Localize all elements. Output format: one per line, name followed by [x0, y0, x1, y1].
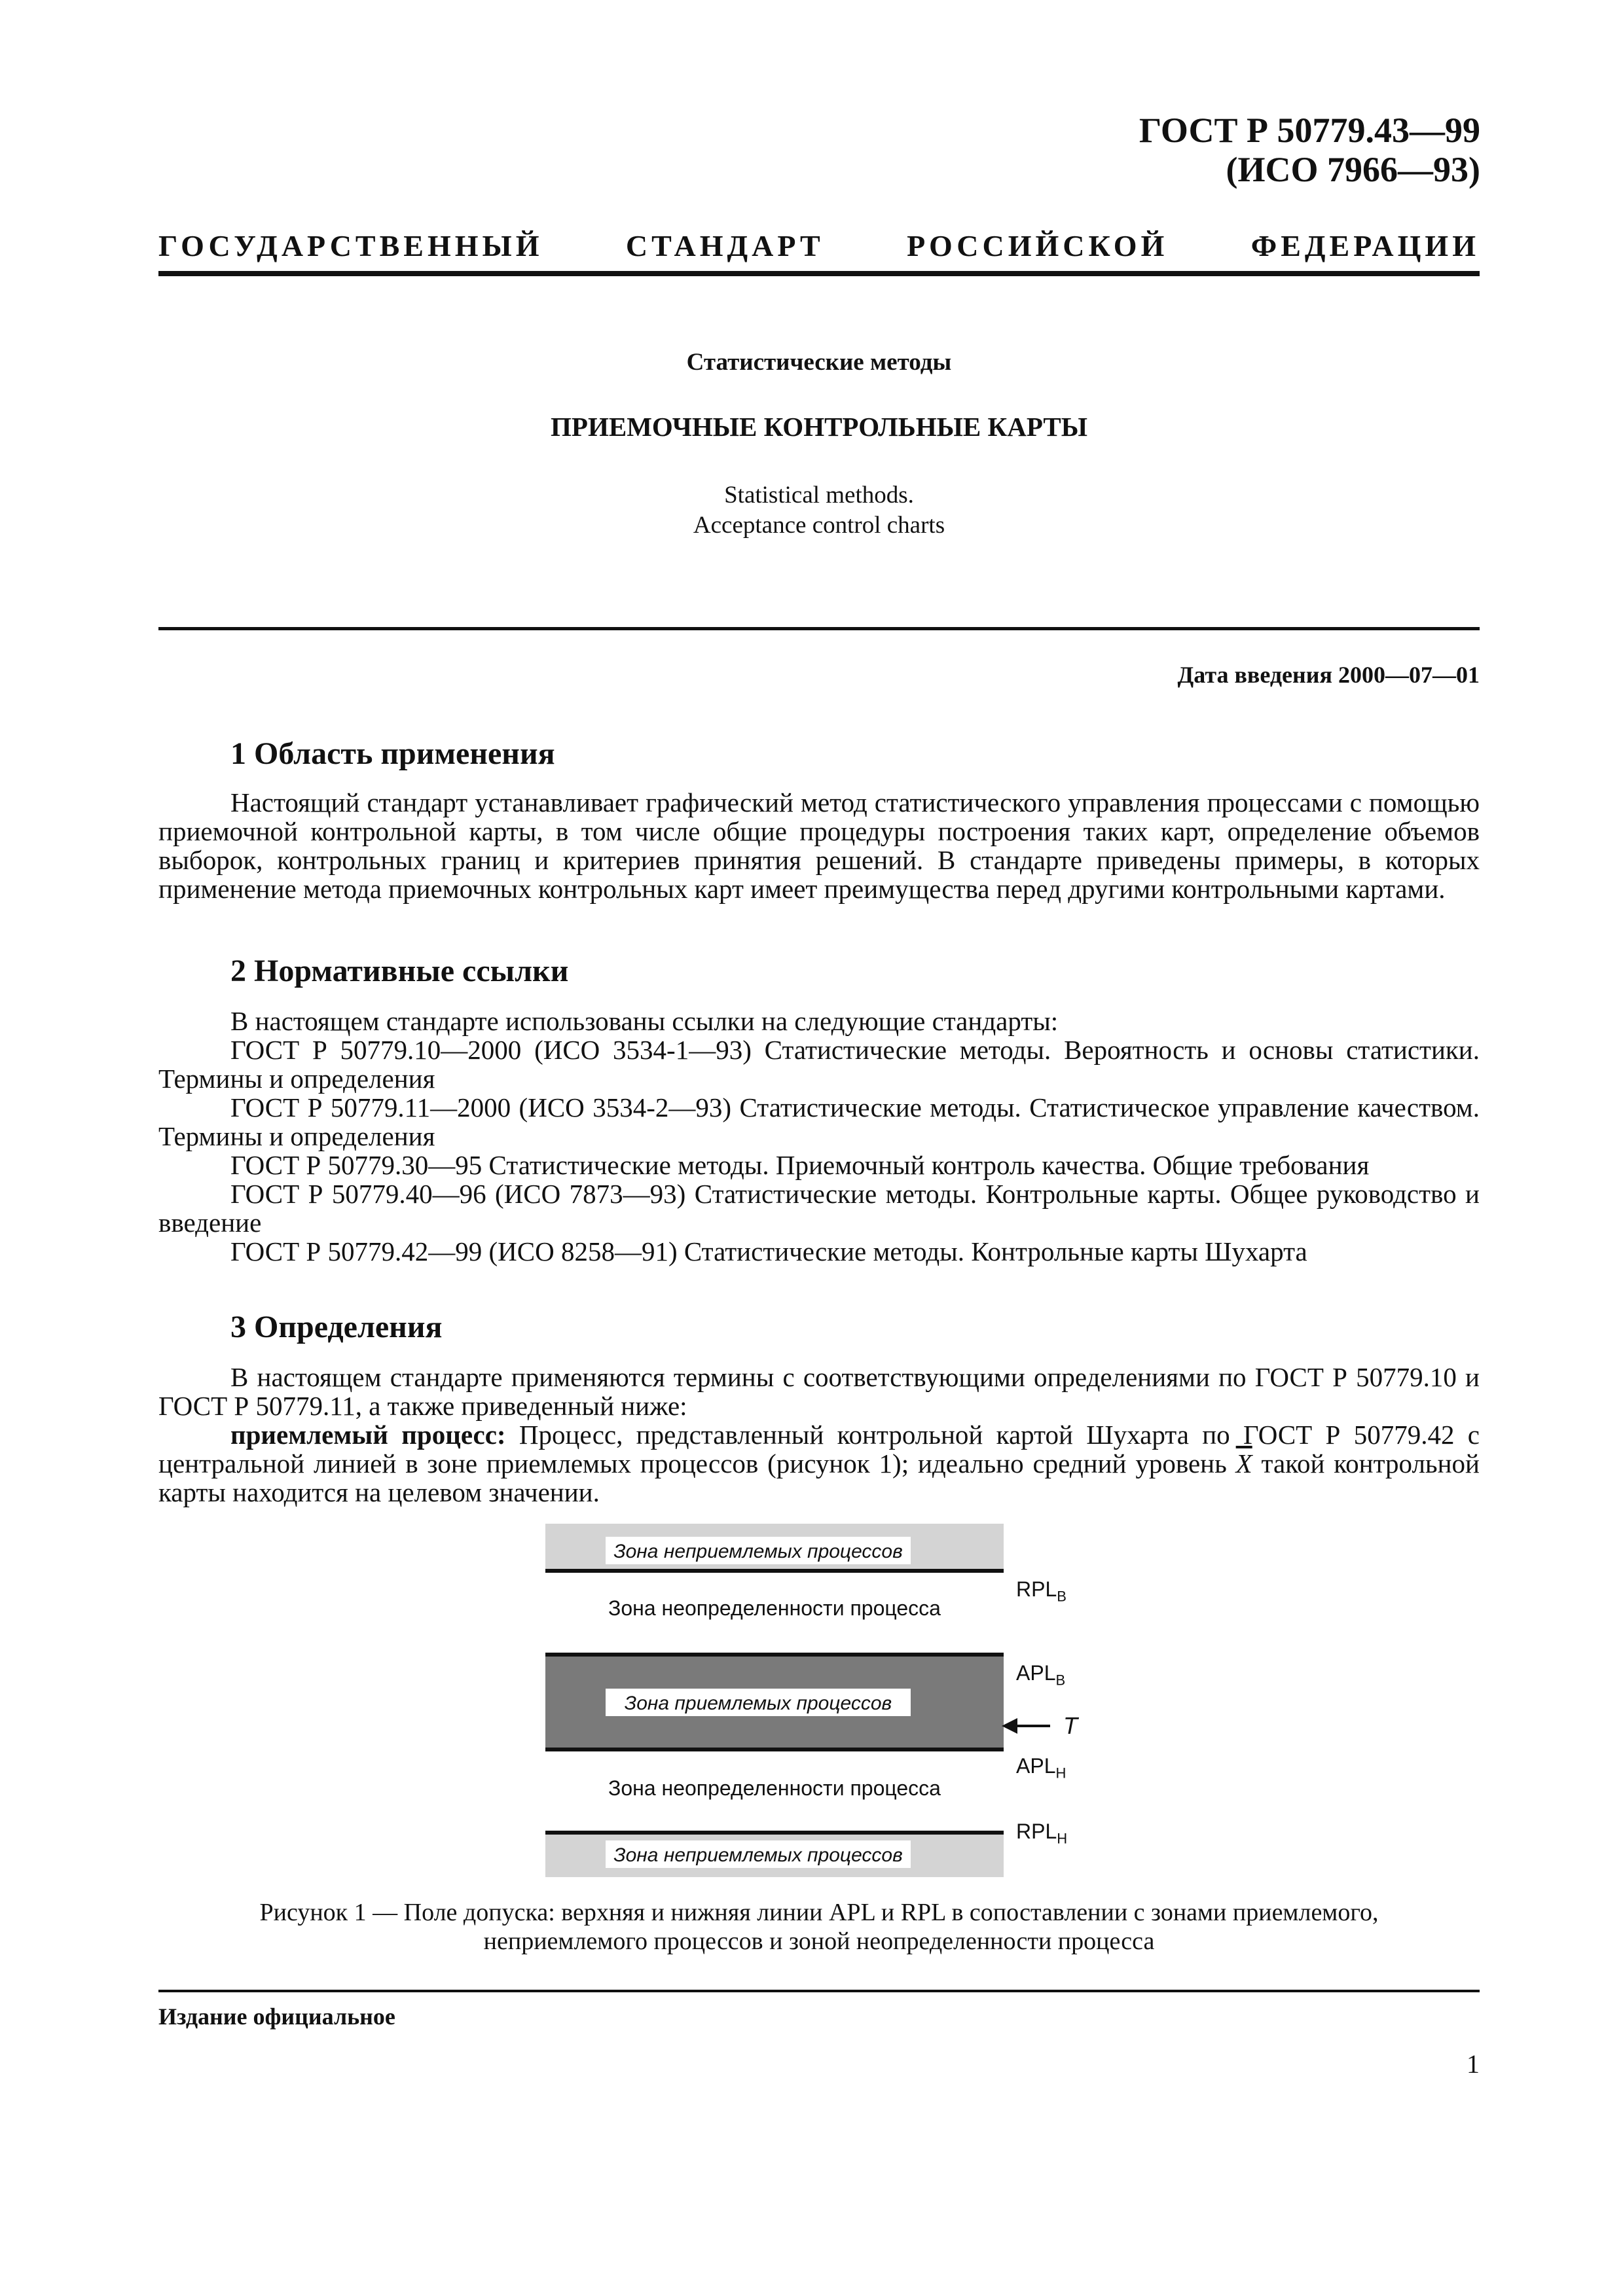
- edition-note: Издание официальное: [158, 2003, 395, 2030]
- title-rule: [158, 627, 1480, 630]
- reference-item: ГОСТ Р 50779.42—99 (ИСО 8258—91) Статистические методы. Контрольные карты Шухарта: [230, 1236, 1307, 1266]
- series-title: Статистические методы: [686, 349, 952, 376]
- zone-unacceptable-top-label: Зона неприемлемых процессов: [613, 1541, 903, 1562]
- banner-title: ГОСУДАРСТВЕННЫЙ СТАНДАРТ РОССИЙСКОЙ ФЕДЕРАЦИИ: [158, 229, 1480, 262]
- rpl-lower-label: $RPL_Н$: [1016, 1820, 1068, 1847]
- reference-item: ГОСТ Р 50779.30—95 Статистические методы. Приемочный контроль качества. Общие требования: [230, 1150, 1370, 1180]
- figure-caption-line1: Рисунок 1 — Поле допуска: верхняя и нижняя линии APL и RPL в сопоставлении с зонами приемлемого,: [259, 1899, 1379, 1926]
- figure-caption-line2: неприемлемого процессов и зоной неопределенности процесса: [483, 1928, 1155, 1955]
- english-title-line1: Statistical methods.: [724, 482, 914, 509]
- figure-caption: [158, 1898, 1480, 1956]
- reference-item: ГОСТ Р 50779.40—96 (ИСО 7873—93) Статистические методы. Контрольные карты. Общее руководство и введение: [158, 1179, 1480, 1238]
- top-rule: [158, 271, 1480, 276]
- footer-rule: [158, 1990, 1480, 1992]
- section-3-body: [158, 1363, 1480, 1507]
- target-marker: [1002, 1712, 1078, 1740]
- page-number: 1: [1467, 2049, 1480, 2079]
- x-bar-symbol: $\overline{X}$: [1235, 1448, 1252, 1479]
- apl-lower-label: $APL_Н$: [1016, 1754, 1067, 1782]
- arrow-left-icon: [1002, 1716, 1054, 1736]
- defined-term: приемлемый процесс:: [230, 1420, 506, 1450]
- section-1-paragraph: Настоящий стандарт устанавливает графический метод статистического управления процессами с помощью приемочной контрольной карты, в том числе общие процедуры построения таких карт, определение объемов выборок, контрольных границ и критериев принятия решений. В стандарте приведены примеры, в которых применение метода приемочных контрольных карт имеет преимущества перед другими контрольными картами.: [158, 787, 1480, 904]
- zone-unacceptable-bottom-label: Зона неприемлемых процессов: [613, 1844, 903, 1866]
- definition: [158, 1420, 1480, 1507]
- section-2-body: [158, 1007, 1480, 1266]
- section-2-heading: 2 Нормативные ссылки: [230, 954, 569, 988]
- document-title: ПРИЕМОЧНЫЕ КОНТРОЛЬНЫЕ КАРТЫ: [551, 412, 1087, 442]
- definition-text-part2: такой контрольной карты находится на целевом значении.: [158, 1448, 1480, 1507]
- introduction-date: Дата введения 2000—07—01: [1177, 662, 1480, 688]
- standard-code: ГОСТ Р 50779.43—99: [1139, 111, 1480, 150]
- reference-item: ГОСТ Р 50779.10—2000 (ИСО 3534-1—93) Статистические методы. Вероятность и основы статистики. Термины и определения: [158, 1035, 1480, 1094]
- rpl-upper-label: $RPL_В$: [1016, 1577, 1067, 1605]
- definition-text-part1: Процесс, представленный контрольной картой Шухарта по ГОСТ Р 50779.42 с центральной линией в зоне приемлемых процессов (рисунок 1); идеально средний уровень: [158, 1420, 1480, 1479]
- zone-uncertain-bottom-label: Зона неопределенности процесса: [608, 1776, 941, 1800]
- reference-item: ГОСТ Р 50779.11—2000 (ИСО 3534-2—93) Статистические методы. Статистическое управление качеством. Термины и определения: [158, 1092, 1480, 1151]
- section-3-intro: В настоящем стандарте применяются термины с соответствующими определениями по ГОСТ Р 50779.10 и ГОСТ Р 50779.11, а также приведенный ниже:: [158, 1362, 1480, 1421]
- iso-equivalent-code: (ИСО 7966—93): [1226, 150, 1480, 189]
- section-1-heading: 1 Область применения: [230, 736, 555, 771]
- section-1-body: [158, 788, 1480, 903]
- apl-upper-label: $APL_В$: [1016, 1661, 1066, 1689]
- english-title-line2: Acceptance control charts: [693, 512, 945, 539]
- section-3-heading: 3 Определения: [230, 1310, 443, 1344]
- zone-acceptable-label: Зона приемлемых процессов: [624, 1693, 892, 1714]
- zone-uncertain-top-label: Зона неопределенности процесса: [608, 1596, 941, 1620]
- figure-1-tolerance-zones: [545, 1524, 1004, 1877]
- target-label: T: [1063, 1712, 1078, 1739]
- section-2-intro: В настоящем стандарте использованы ссылки на следующие стандарты:: [230, 1006, 1059, 1036]
